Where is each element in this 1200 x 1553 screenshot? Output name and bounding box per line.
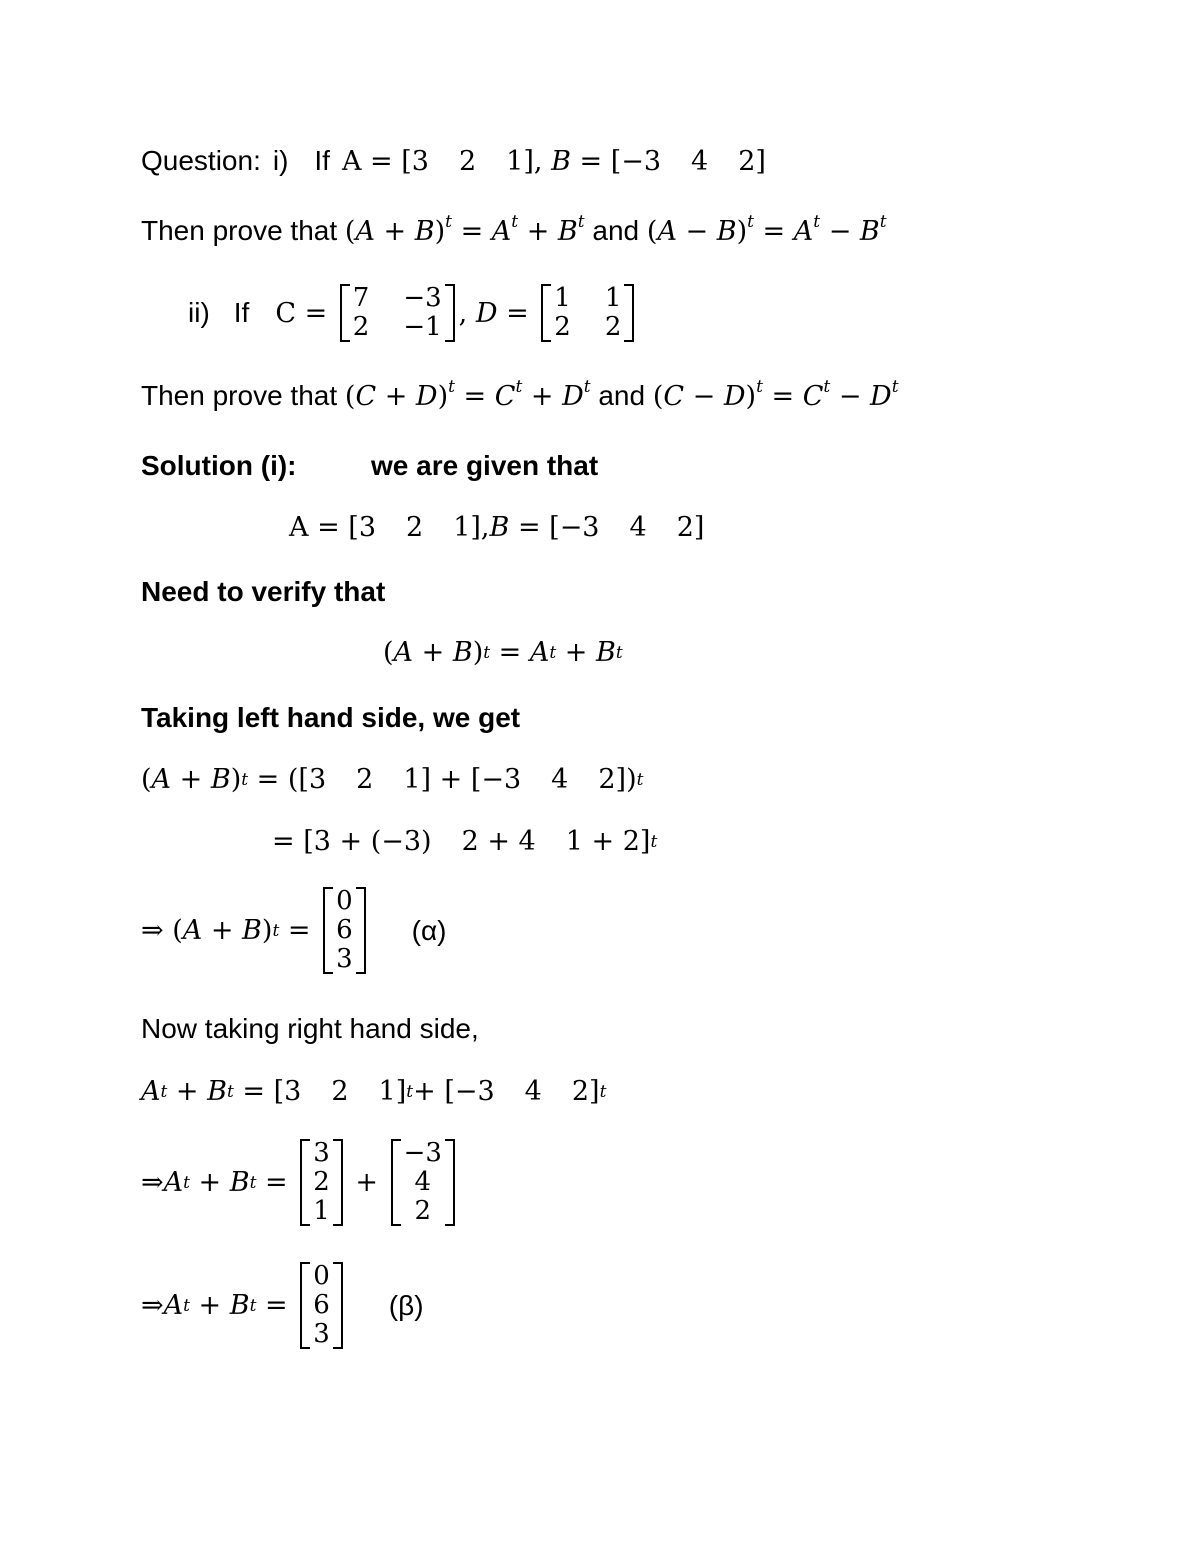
question-part2: ii) If C = 7 −3 2 −1 , D = 1 1 2 2 <box>188 284 638 342</box>
given-matrices: A = [ 3 2 1 ], B = [ −3 4 2 ] <box>289 512 705 543</box>
identity-diff-ab: $(A - B)^t = A^t - B^t$ <box>646 211 887 247</box>
rhs-intro: Now taking right hand side, <box>141 1013 479 1044</box>
given-text: we are given that <box>371 450 599 481</box>
bt-column-matrix: −3 4 2 <box>391 1139 455 1226</box>
lhs-step1: ( A + B ) t = ([ 3 2 1 ] + [ −3 4 2 ]) t <box>141 764 644 795</box>
and-text: and <box>592 215 640 246</box>
then-prove-text-2: Then prove that <box>141 380 338 411</box>
part1-label: i) <box>272 145 289 176</box>
lhs-step2: = [ 3 + (−3) 2 + 4 1 + 2 ] t <box>272 826 658 857</box>
then-prove-text: Then prove that <box>141 215 338 246</box>
identity-sum-ab: $(A + B)^t = A^t + B^t$ <box>344 211 585 247</box>
d-name: D <box>475 297 498 329</box>
rhs-column-matrix: 0 6 3 <box>300 1262 343 1349</box>
if-text: If <box>314 145 330 176</box>
rhs-result: ⇒ A t + B t = 0 6 3 (β) <box>141 1261 424 1349</box>
question-label: Question: <box>141 145 261 176</box>
identity-diff-cd: $(C - D)^t = C^t - D^t$ <box>652 376 899 412</box>
prove-statement-1 <box>141 211 887 247</box>
verify-identity: ( A + B ) t = A t + B t <box>383 637 623 668</box>
lhs-result: ⇒ ( A + B ) t = 0 6 3 (α) <box>141 886 447 974</box>
matrix-d: 1 1 2 2 <box>541 284 634 342</box>
need-verify: Need to verify that <box>141 576 386 607</box>
lhs-intro: Taking left hand side, we get <box>141 702 521 733</box>
c-name: C <box>275 297 296 329</box>
rhs-step2: ⇒ A t + B t = 3 2 1 + −3 4 2 <box>141 1139 459 1226</box>
solution-heading-line <box>141 450 598 482</box>
rhs-step1: A t + B t = [ 3 2 1 ] t + [ −3 4 2 ] t <box>141 1076 607 1107</box>
part2-label: ii) <box>188 297 210 328</box>
at-column-matrix: 3 2 1 <box>300 1139 343 1226</box>
question-part1 <box>141 145 766 177</box>
beta-tag: (β) <box>388 1289 424 1321</box>
and-text-2: and <box>598 380 646 411</box>
alpha-tag: (α) <box>411 914 447 946</box>
a-definition: A = [ 3 2 1 ], B = [ −3 4 2 ] <box>341 145 766 177</box>
prove-statement-2 <box>141 376 899 412</box>
identity-sum-cd: $(C + D)^t = C^t + D^t$ <box>344 376 591 412</box>
matrix-c: 7 −3 2 −1 <box>340 284 455 342</box>
lhs-column-matrix: 0 6 3 <box>323 887 366 974</box>
if-text-2: If <box>233 297 250 328</box>
solution-heading: Solution (i): <box>141 450 297 481</box>
